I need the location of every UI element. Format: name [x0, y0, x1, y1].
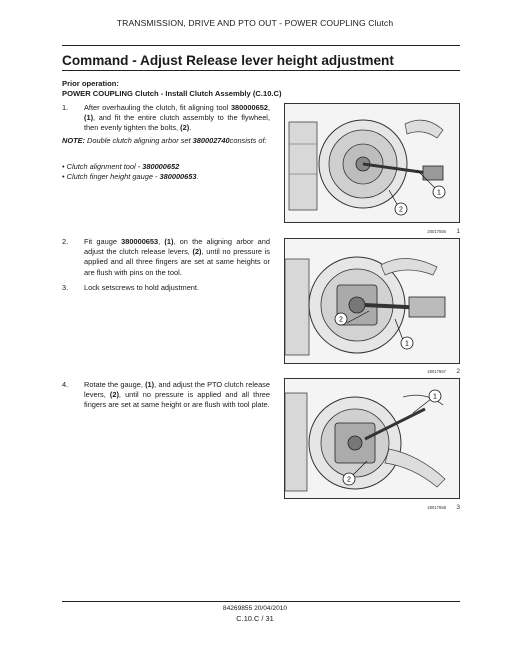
step-number: 4. [62, 380, 69, 389]
step-text: Rotate the gauge, (1), and adjust the PTO clutch release levers, (2), until no pressure is applied and all three fingers are set at same height or are flush with tool plate. [84, 380, 270, 410]
figure-number: 3 [456, 504, 460, 511]
list-item: • Clutch finger height gauge - 380000653. [62, 172, 199, 181]
step-text: After overhauling the clutch, fit aligning tool 380000652, (1), and fit the entire clutch assembly to the flywheel, then evenly tighten the bolts, (2). [84, 103, 270, 133]
callout-label: 2 [339, 316, 343, 324]
figure-code: 20017557 [427, 369, 446, 374]
title-rule [62, 70, 460, 71]
step-number: 1. [62, 103, 69, 112]
step-number: 3. [62, 283, 69, 292]
callout-label: 1 [437, 189, 441, 197]
figure-1-illustration [284, 103, 460, 223]
pto-clutch-gauge-drawing [285, 379, 459, 498]
step-2 [62, 237, 270, 278]
figure-number: 1 [456, 228, 460, 235]
header-rule [62, 45, 460, 46]
prior-operation-label: Prior operation: [62, 79, 119, 88]
callout-label: 1 [433, 393, 437, 401]
step-text: Lock setscrews to hold adjustment. [84, 283, 200, 292]
callout-label: 1 [405, 340, 409, 348]
page-title: Command - Adjust Release lever height adjustment [62, 53, 394, 68]
note-label: NOTE: [62, 136, 85, 145]
step-3 [62, 283, 270, 293]
step-4 [62, 380, 270, 411]
clutch-assembly-drawing [285, 104, 459, 222]
step-number: 2. [62, 237, 69, 246]
list-item: • Clutch alignment tool - 380000652 [62, 162, 180, 171]
gauge-on-arbor-drawing [285, 239, 459, 363]
step-1 [62, 103, 270, 134]
callout-label: 2 [347, 476, 351, 484]
running-header: TRANSMISSION, DRIVE AND PTO OUT - POWER COUPLING Clutch [116, 18, 394, 28]
prior-operation-link[interactable]: POWER COUPLING Clutch - Install Clutch Assembly (C.10.C) [62, 89, 282, 98]
note: NOTE: Double clutch aligning arbor set 380002740consists of: [62, 136, 267, 145]
figure-3-illustration [284, 378, 460, 499]
footer-page-number: C.10.C / 31 [236, 614, 274, 623]
figure-number: 2 [456, 368, 460, 375]
figure-code: 20017556 [427, 229, 446, 234]
figure-code: 20017558 [427, 505, 446, 510]
figure-2-illustration [284, 238, 460, 364]
footer-doc-ref: 84269855 20/04/2010 [222, 605, 288, 612]
footer-rule [62, 601, 460, 602]
step-text: Fit gauge 380000653, (1), on the aligning arbor and adjust the clutch release levers, (2), until no pressure is applied and all three fingers are set at same heights or are flush with pins on the tool. [84, 237, 270, 277]
callout-label: 2 [399, 206, 403, 214]
